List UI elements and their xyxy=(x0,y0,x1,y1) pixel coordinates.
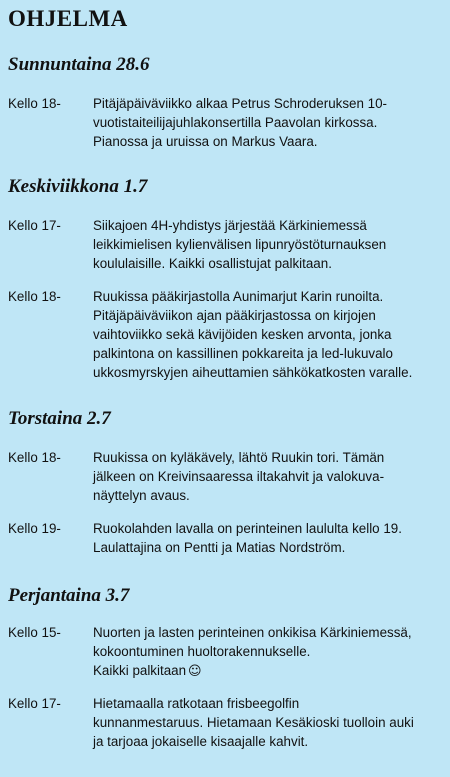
event-line: näyttelyn avaus. xyxy=(93,488,190,503)
event xyxy=(8,694,450,751)
event-description xyxy=(93,694,450,751)
page-title: OHJELMA xyxy=(8,6,128,31)
event xyxy=(8,287,450,382)
event-line: Siikajoen 4H-yhdistys järjestää Kärkiniemessä xyxy=(93,218,367,233)
event-line: leikkimielisen kylienvälisen lipunryöstöturnauksen xyxy=(93,237,387,252)
event xyxy=(8,519,450,557)
event xyxy=(8,623,450,681)
event-description xyxy=(93,216,450,273)
event-line: Hietamaalla ratkotaan frisbeegolfin xyxy=(93,696,300,711)
event-line: kokoontuminen huoltorakennukselle. xyxy=(93,644,311,659)
day-sunday xyxy=(8,53,450,151)
smiley-icon: ☺ xyxy=(188,664,202,679)
event-line: Laulattajina on Pentti ja Matias Nordström. xyxy=(93,540,346,555)
event-line: ja tarjoaa jokaiselle kisaajalle kahvit. xyxy=(93,734,309,749)
event-line: ukkosmyrskyjen aiheuttamien sähkökatkosten varalle. xyxy=(93,365,413,380)
day-heading: Keskiviikkona 1.7 xyxy=(8,176,148,197)
event-line: vuotistaiteilijajuhlakonsertilla Paavolan kirkossa. xyxy=(93,115,378,130)
event-time: Kello 18- xyxy=(8,450,61,465)
event-line: Ruukissa on kyläkävely, lähtö Ruukin tori. Tämän xyxy=(93,450,385,465)
event-line: vaihtoviikko sekä kävijöiden kesken arvonta, jonka xyxy=(93,327,392,342)
event-line: Pitäjäpäiväviikko alkaa Petrus Schroderuksen 10- xyxy=(93,96,388,111)
event-time: Kello 18- xyxy=(8,289,61,304)
event-time: Kello 17- xyxy=(8,218,61,233)
event-line xyxy=(93,661,444,681)
event-description xyxy=(93,448,450,505)
event-line: Nuorten ja lasten perinteinen onkikisa Kärkiniemessä, xyxy=(93,625,412,640)
event-time: Kello 18- xyxy=(8,96,61,111)
day-heading: Torstaina 2.7 xyxy=(8,408,111,429)
day-heading: Sunnuntaina 28.6 xyxy=(8,54,150,75)
event-line: palkintona on kassillinen pokkareita ja led-lukuvalo xyxy=(93,346,393,361)
event-description xyxy=(93,623,450,681)
event xyxy=(8,448,450,505)
day-wednesday xyxy=(8,175,450,382)
event-line: Pitäjäpäiväviikon ajan pääkirjastossa on kirjojen xyxy=(93,308,376,323)
event-time: Kello 17- xyxy=(8,696,61,711)
event-line: Pianossa ja uruissa on Markus Vaara. xyxy=(93,134,318,149)
event-line: kunnanmestaruus. Hietamaan Kesäkioski tuolloin auki xyxy=(93,715,414,730)
day-friday xyxy=(8,584,450,751)
event-time: Kello 19- xyxy=(8,521,61,536)
event-time: Kello 15- xyxy=(8,625,61,640)
event-line-text: Kaikki palkitaan xyxy=(93,663,187,678)
event-line: Ruokolahden lavalla on perinteinen laululta kello 19. xyxy=(93,521,402,536)
day-heading: Perjantaina 3.7 xyxy=(8,585,130,606)
event xyxy=(8,94,450,151)
event xyxy=(8,216,450,273)
event-description xyxy=(93,287,450,382)
day-thursday xyxy=(8,407,450,557)
event-line: Ruukissa pääkirjastolla Aunimarjut Karin runoilta. xyxy=(93,289,384,304)
event-line: koululaisille. Kaikki osallistujat palkitaan. xyxy=(93,256,332,271)
event-description xyxy=(93,519,450,557)
event-line: jälkeen on Kreivinsaaressa iltakahvit ja valokuva- xyxy=(93,469,385,484)
event-description xyxy=(93,94,450,151)
